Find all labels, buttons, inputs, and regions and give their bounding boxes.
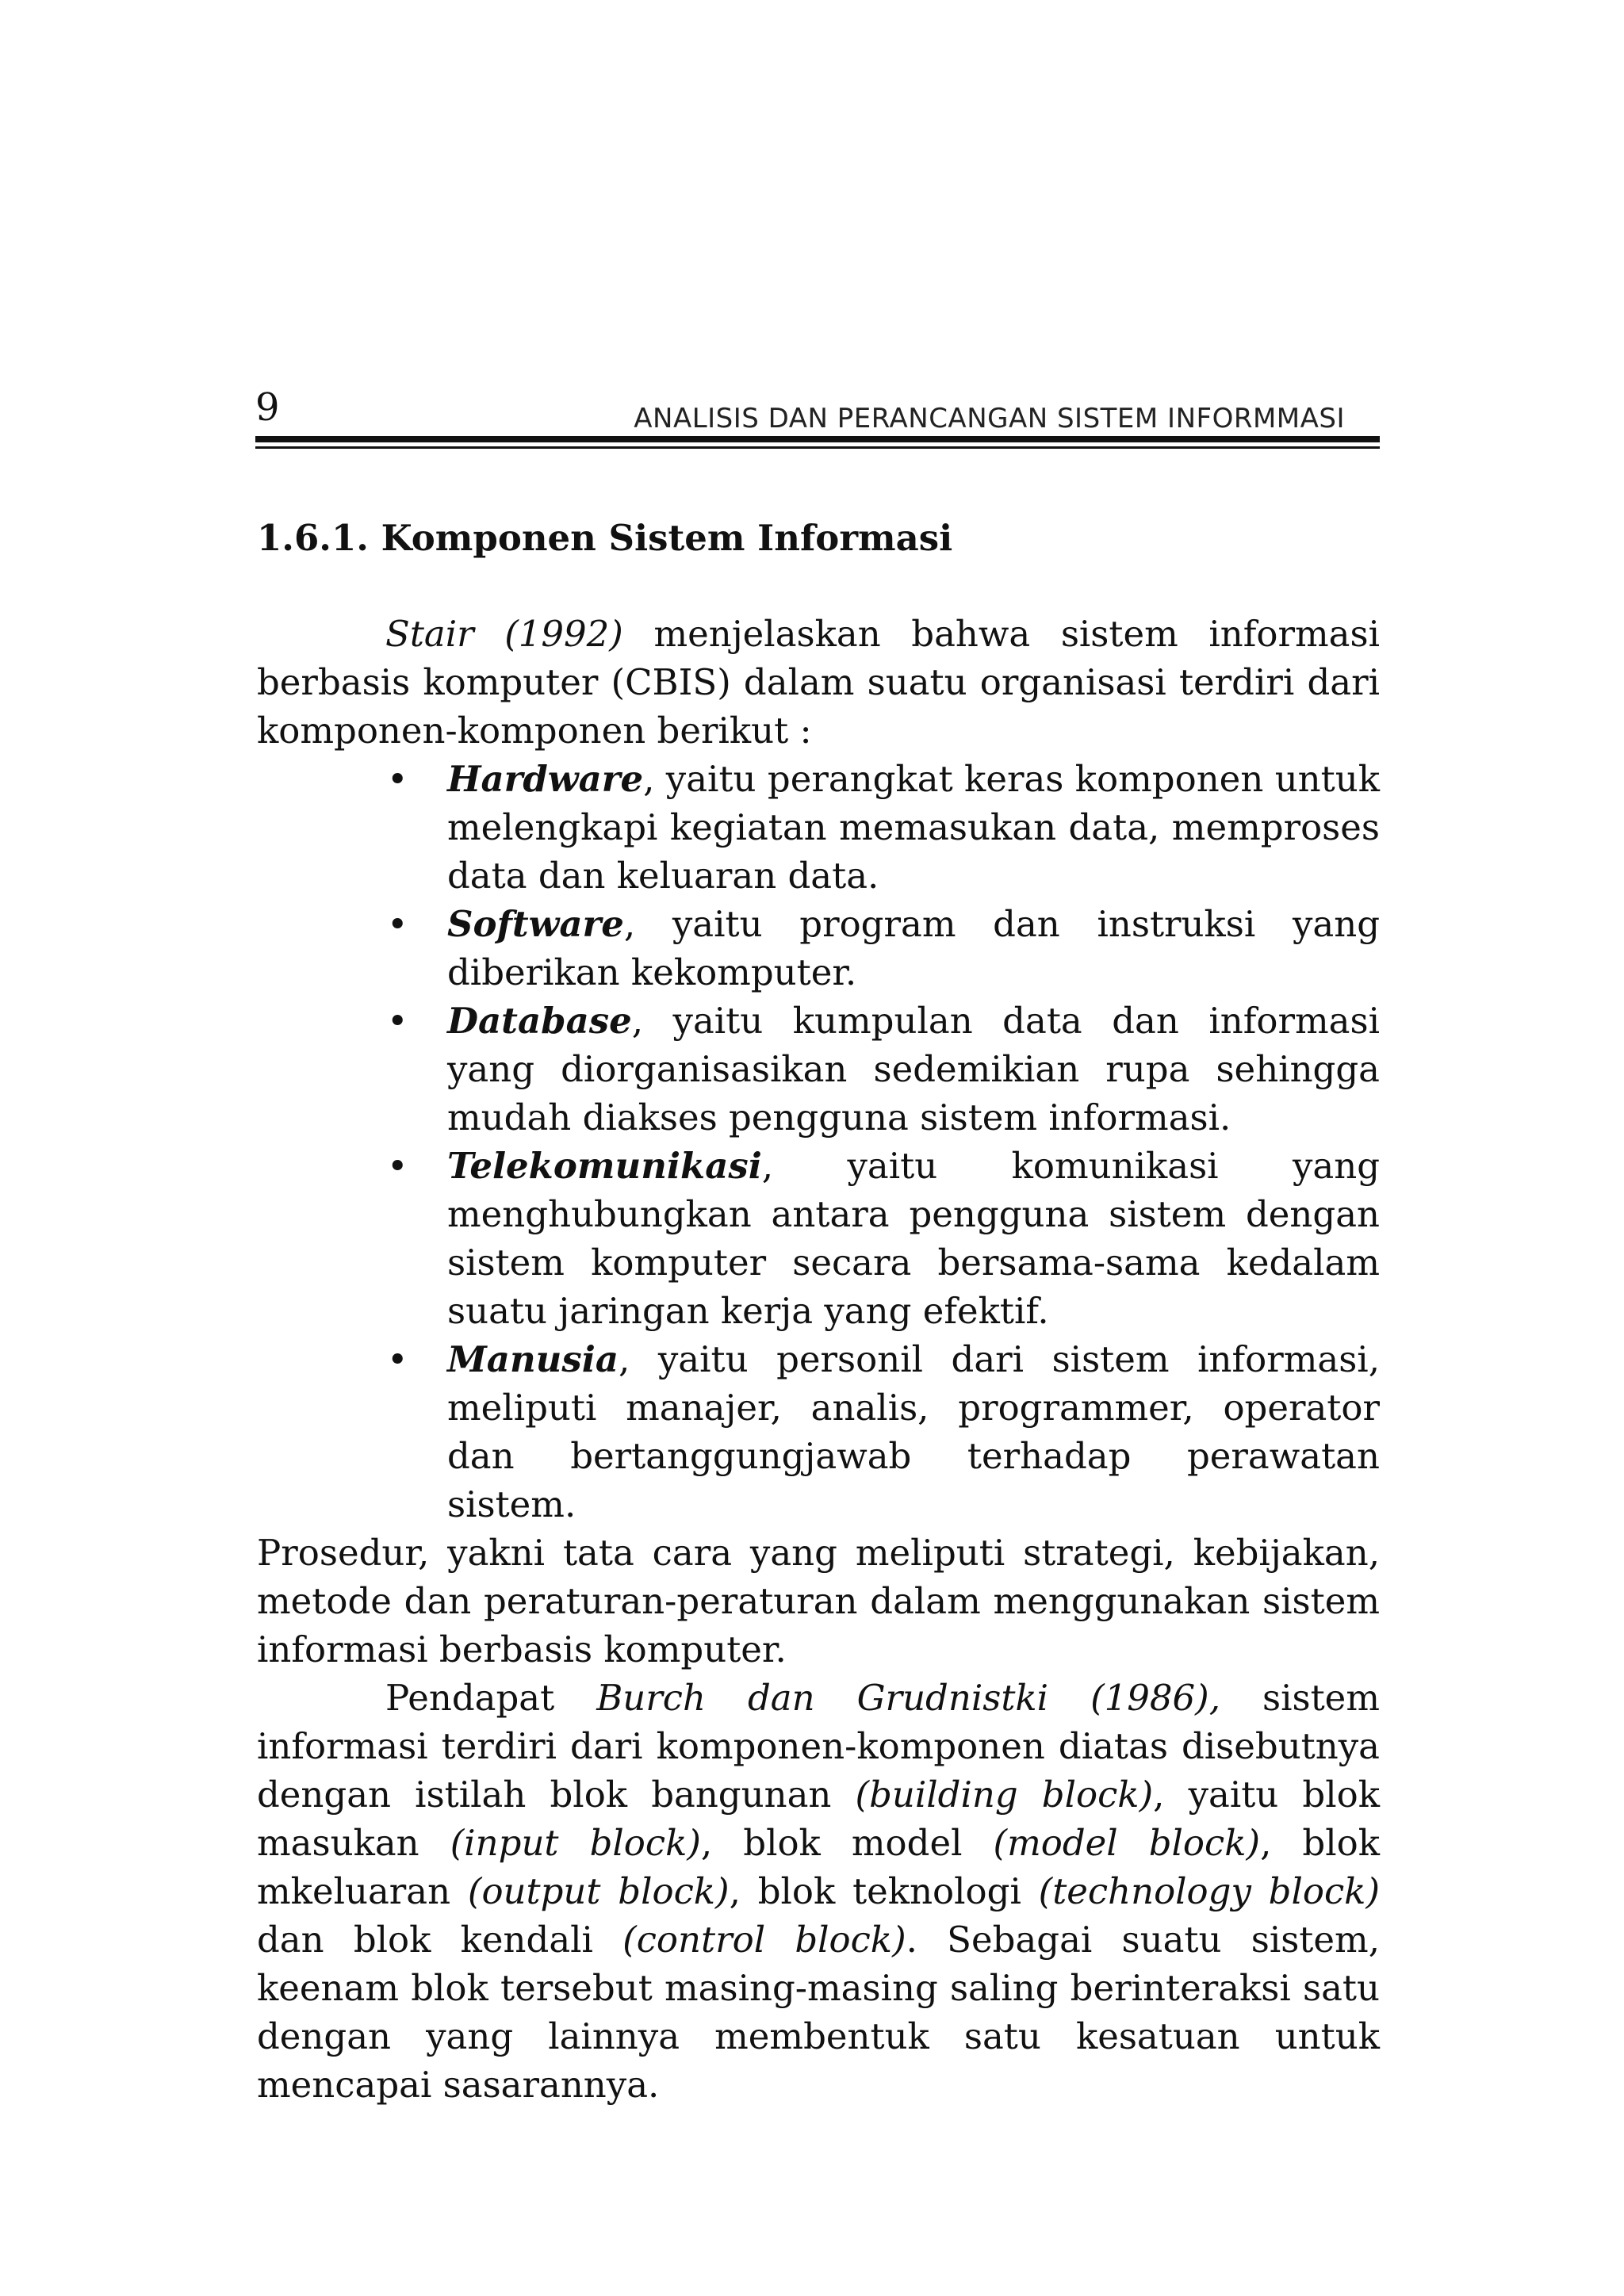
page-header bbox=[255, 387, 1380, 452]
burch-text: dan blok kendali bbox=[257, 1919, 623, 1961]
component-description: , yaitu kumpulan data dan informasi yang diorganisasikan sedemikian rupa sehingga mudah diakses pengguna sistem informasi. bbox=[447, 1000, 1380, 1138]
header-rule-thin bbox=[255, 446, 1380, 449]
component-term: Telekomunikasi bbox=[447, 1145, 762, 1187]
component-term: Manusia bbox=[447, 1338, 619, 1380]
term-technology-block: (technology block) bbox=[1038, 1870, 1381, 1912]
term-control-block: (control block) bbox=[622, 1919, 906, 1961]
burch-text: Pendapat bbox=[385, 1677, 597, 1719]
burch-text: , blok teknologi bbox=[729, 1870, 1039, 1912]
component-list bbox=[257, 755, 1380, 1529]
burch-paragraph bbox=[257, 1674, 1380, 2109]
bullet-icon: • bbox=[387, 758, 408, 800]
component-term: Software bbox=[447, 903, 624, 945]
list-item bbox=[387, 755, 1380, 900]
section-heading: 1.6.1. Komponen Sistem Informasi bbox=[257, 517, 953, 559]
term-model-block: (model block) bbox=[993, 1822, 1261, 1864]
burch-text: sistem informasi terdiri dari komponen-komponen diatas disebutnya dengan istilah blok bangunan bbox=[257, 1677, 1380, 1816]
intro-paragraph bbox=[257, 610, 1380, 755]
list-item bbox=[387, 1335, 1380, 1529]
bullet-icon: • bbox=[387, 1338, 408, 1380]
burch-text: , yaitu blok masukan bbox=[257, 1774, 1380, 1864]
intro-text: menjelaskan bahwa sistem informasi berbasis komputer (CBIS) dalam suatu organisasi terdiri dari komponen-komponen berikut : bbox=[257, 613, 1380, 752]
component-term: Database bbox=[447, 1000, 632, 1042]
burch-text: , blok model bbox=[700, 1822, 994, 1864]
running-title: ANALISIS DAN PERANCANGAN SISTEM INFORMMASI bbox=[634, 403, 1345, 434]
header-rule-thick bbox=[255, 436, 1380, 442]
list-item bbox=[387, 900, 1380, 997]
intro-citation: Stair (1992) bbox=[385, 613, 623, 655]
burch-text: , blok mkeluaran bbox=[257, 1822, 1380, 1912]
component-description: , yaitu personil dari sistem informasi, meliputi manajer, analis, programmer, operator dan bertanggungjawab terhadap perawatan sistem. bbox=[447, 1338, 1380, 1525]
component-description: , yaitu program dan instruksi yang diberikan kekomputer. bbox=[447, 903, 1380, 993]
page-number: 9 bbox=[255, 385, 280, 430]
component-description: , yaitu komunikasi yang menghubungkan antara pengguna sistem dengan sistem komputer secara bersama-sama kedalam suatu jaringan kerja yang efektif. bbox=[447, 1145, 1380, 1332]
burch-text: . Sebagai suatu sistem, keenam blok tersebut masing-masing saling berinteraksi satu dengan yang lainnya membentuk satu kesatuan untuk mencapai sasarannya. bbox=[257, 1919, 1380, 2106]
term-input-block: (input block) bbox=[450, 1822, 701, 1864]
list-item bbox=[387, 1142, 1380, 1335]
burch-citation: Burch dan Grudnistki (1986), bbox=[596, 1677, 1221, 1719]
bullet-icon: • bbox=[387, 1000, 408, 1042]
term-output-block: (output block) bbox=[467, 1870, 730, 1912]
prosedur-paragraph: Prosedur, yakni tata cara yang meliputi strategi, kebijakan, metode dan peraturan-peraturan dalam menggunakan sistem informasi berbasis komputer. bbox=[257, 1532, 1380, 1670]
bullet-icon: • bbox=[387, 903, 408, 945]
term-building-block: (building block) bbox=[855, 1774, 1154, 1816]
component-term: Hardware bbox=[447, 758, 644, 800]
component-description: , yaitu perangkat keras komponen untuk melengkapi kegiatan memasukan data, memproses data dan keluaran data. bbox=[447, 758, 1380, 897]
list-item bbox=[387, 997, 1380, 1142]
page-body bbox=[257, 514, 1380, 2109]
bullet-icon: • bbox=[387, 1145, 408, 1187]
